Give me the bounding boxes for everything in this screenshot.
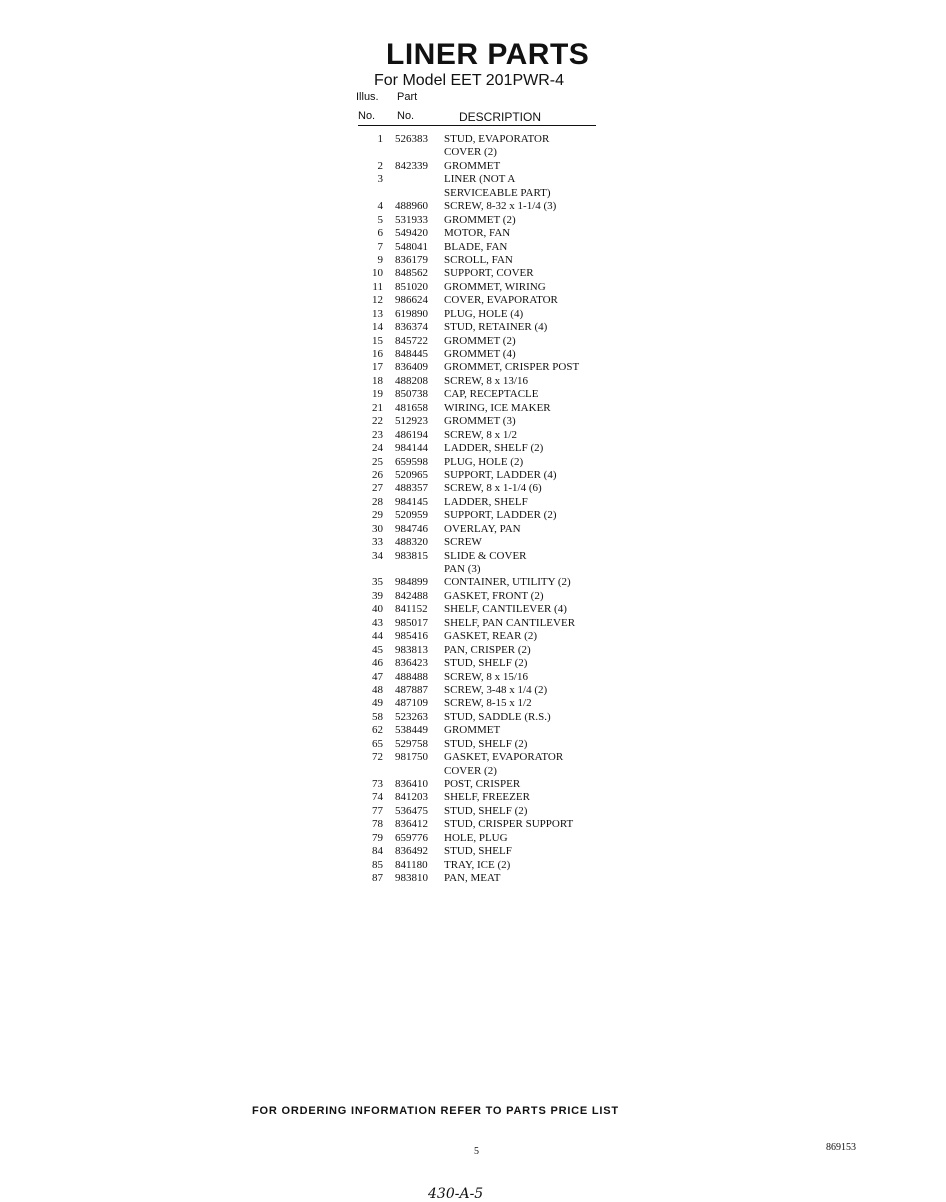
parts-row: [360, 415, 600, 428]
parts-row: [360, 348, 600, 361]
part-description: SHELF, CANTILEVER (4): [444, 603, 567, 616]
illus-number: 4: [377, 200, 383, 213]
part-number: 842339: [395, 159, 428, 172]
part-description: STUD, SHELF (2): [444, 804, 528, 817]
illus-number: 84: [372, 845, 383, 858]
part-description: GASKET, FRONT (2): [444, 589, 544, 602]
parts-row: [360, 214, 600, 227]
part-number: 985416: [395, 630, 428, 643]
parts-row: [360, 496, 600, 509]
description-header: DESCRIPTION: [459, 110, 542, 124]
part-number: 529758: [395, 737, 428, 750]
part-number: 619890: [395, 307, 428, 320]
illus-number: 87: [372, 872, 383, 885]
part-description: LINER (NOT A: [444, 173, 516, 186]
parts-row: [360, 751, 600, 764]
part-description: SERVICEABLE PART): [444, 186, 551, 199]
illus-number: 28: [372, 495, 383, 508]
part-number: 836409: [395, 361, 428, 374]
illus-number: 39: [372, 589, 383, 602]
part-description: COVER (2): [444, 764, 497, 777]
page-number: 5: [474, 1146, 479, 1157]
part-description: LADDER, SHELF: [444, 495, 528, 508]
illus-number: 48: [372, 683, 383, 696]
part-number: 984899: [395, 576, 428, 589]
parts-row: [360, 160, 600, 173]
parts-row: [360, 442, 600, 455]
illus-number: 18: [372, 374, 383, 387]
part-number: 836492: [395, 845, 428, 858]
part-description: SCROLL, FAN: [444, 253, 513, 266]
illus-number: 33: [372, 536, 383, 549]
parts-row: [360, 402, 600, 415]
part-description: STUD, SHELF: [444, 845, 512, 858]
part-number: 536475: [395, 804, 428, 817]
part-description: SUPPORT, LADDER (2): [444, 509, 557, 522]
parts-list: [360, 133, 600, 886]
part-number: 526383: [395, 133, 428, 145]
part-description: STUD, RETAINER (4): [444, 321, 548, 334]
part-description: PAN (3): [444, 563, 481, 575]
part-no-header: No.: [397, 110, 415, 122]
parts-row: [360, 563, 600, 576]
parts-row: [360, 550, 600, 563]
illus-number: 44: [372, 630, 383, 643]
parts-row: [360, 724, 600, 737]
part-number: 983813: [395, 643, 428, 656]
illus-number: 10: [372, 267, 383, 280]
part-number: 538449: [395, 724, 428, 737]
parts-row: [360, 133, 600, 146]
part-number: 983815: [395, 549, 428, 562]
illus-number: 23: [372, 428, 383, 441]
part-description: GASKET, REAR (2): [444, 630, 537, 643]
part-description: SLIDE & COVER: [444, 549, 527, 562]
parts-row: [360, 482, 600, 495]
illus-number: 74: [372, 791, 383, 804]
part-description: SUPPORT, COVER: [444, 267, 534, 280]
document-code: 869153: [826, 1142, 856, 1153]
part-description: SCREW: [444, 536, 482, 549]
part-number: 836412: [395, 818, 428, 831]
part-description: GROMMET (3): [444, 415, 516, 428]
illus-number: 73: [372, 778, 383, 790]
part-description: WIRING, ICE MAKER: [444, 401, 551, 414]
illus-number: 30: [372, 522, 383, 535]
part-number: 848562: [395, 267, 428, 280]
part-description: COVER, EVAPORATOR: [444, 294, 558, 307]
part-description: SCREW, 8 x 1/2: [444, 428, 517, 441]
illus-number: 17: [372, 361, 383, 374]
parts-row: [360, 294, 600, 307]
illus-number: 85: [372, 858, 383, 871]
illus-number: 49: [372, 697, 383, 710]
part-description: TRAY, ICE (2): [444, 858, 511, 871]
part-number: 481658: [395, 401, 428, 414]
part-number: 985017: [395, 616, 428, 629]
illus-number: 9: [377, 253, 383, 266]
illus-number: 14: [372, 321, 383, 334]
illus-number: 1: [377, 133, 383, 145]
illus-number: 79: [372, 831, 383, 844]
part-description: GROMMET, WIRING: [444, 280, 546, 293]
part-number: 487887: [395, 683, 428, 696]
part-description: GROMMET, CRISPER POST: [444, 361, 580, 374]
part-description: SHELF, FREEZER: [444, 791, 530, 804]
part-description: GASKET, EVAPORATOR: [444, 751, 564, 764]
part-description: LADDER, SHELF (2): [444, 442, 544, 455]
part-number: 983810: [395, 872, 428, 885]
part-number: 488357: [395, 482, 428, 495]
part-description: PLUG, HOLE (4): [444, 307, 524, 320]
illus-number: 24: [372, 442, 383, 455]
parts-row: [360, 657, 600, 670]
illus-number: 11: [372, 280, 383, 293]
part-description: SCREW, 8-32 x 1-1/4 (3): [444, 200, 557, 213]
parts-row: [360, 200, 600, 213]
part-description: PAN, MEAT: [444, 872, 501, 885]
header-rule: [358, 125, 596, 126]
part-description: PLUG, HOLE (2): [444, 455, 524, 468]
part-header: Part: [397, 91, 418, 103]
illus-number: 58: [372, 710, 383, 723]
part-description: HOLE, PLUG: [444, 831, 508, 844]
part-number: 659598: [395, 455, 428, 468]
parts-row: [360, 308, 600, 321]
part-number: 520959: [395, 509, 428, 522]
handwritten-note: 430-A-5: [428, 1186, 484, 1202]
illus-number: 21: [372, 401, 383, 414]
part-number: 836410: [395, 778, 428, 790]
parts-row: [360, 456, 600, 469]
part-number: 845722: [395, 334, 428, 347]
illus-number: 16: [372, 348, 383, 360]
part-number: 984144: [395, 442, 428, 455]
part-number: 520965: [395, 468, 428, 481]
illus-number: 6: [377, 227, 383, 240]
part-description: SCREW, 8-15 x 1/2: [444, 697, 532, 710]
parts-row: [360, 469, 600, 482]
part-number: 986624: [395, 294, 428, 307]
illus-number: 2: [377, 159, 383, 172]
parts-row: [360, 859, 600, 872]
illus-number: 27: [372, 482, 383, 495]
parts-row: [360, 845, 600, 858]
parts-row: [360, 241, 600, 254]
part-number: 548041: [395, 240, 428, 253]
parts-row: [360, 684, 600, 697]
parts-row: [360, 267, 600, 280]
part-number: 984145: [395, 495, 428, 508]
part-description: GROMMET: [444, 724, 501, 737]
part-number: 488960: [395, 200, 428, 213]
illus-number: 5: [377, 213, 383, 226]
illus-number: 78: [372, 818, 383, 831]
parts-row: [360, 872, 600, 885]
illus-number: 22: [372, 415, 383, 428]
parts-row: [360, 818, 600, 831]
illus-number: 43: [372, 616, 383, 629]
illus-number: 47: [372, 670, 383, 683]
parts-row: [360, 388, 600, 401]
part-description: STUD, SHELF (2): [444, 737, 528, 750]
part-description: BLADE, FAN: [444, 240, 508, 253]
part-number: 842488: [395, 589, 428, 602]
part-description: GROMMET (2): [444, 213, 516, 226]
parts-row: [360, 644, 600, 657]
part-description: MOTOR, FAN: [444, 227, 511, 240]
part-description: COVER (2): [444, 146, 497, 159]
part-number: 486194: [395, 428, 428, 441]
parts-row: [360, 375, 600, 388]
part-description: POST, CRISPER: [444, 778, 521, 790]
parts-row: [360, 509, 600, 522]
illus-number: 77: [372, 804, 383, 817]
part-number: 841180: [395, 858, 428, 871]
part-number: 488488: [395, 670, 428, 683]
part-description: SCREW, 8 x 13/16: [444, 374, 528, 387]
part-description: STUD, SADDLE (R.S.): [444, 710, 551, 723]
part-number: 851020: [395, 280, 428, 293]
illus-number: 34: [372, 549, 383, 562]
part-number: 841152: [395, 603, 428, 616]
part-description: STUD, CRISPER SUPPORT: [444, 818, 574, 831]
part-description: CONTAINER, UTILITY (2): [444, 576, 571, 589]
part-number: 836374: [395, 321, 428, 334]
part-description: STUD, SHELF (2): [444, 657, 528, 670]
illus-number: 26: [372, 468, 383, 481]
part-description: STUD, EVAPORATOR: [444, 133, 550, 145]
part-description: SUPPORT, LADDER (4): [444, 468, 557, 481]
model-subtitle: For Model EET 201PWR-4: [374, 72, 564, 89]
part-number: 984746: [395, 522, 428, 535]
page-title: LINER PARTS: [386, 38, 590, 71]
parts-row: [360, 321, 600, 334]
illus-number: 40: [372, 603, 383, 616]
parts-row: [360, 671, 600, 684]
part-number: 836423: [395, 657, 428, 670]
illus-number: 15: [372, 334, 383, 347]
illus-number: 3: [377, 173, 383, 186]
illus-number: 29: [372, 509, 383, 522]
parts-row: [360, 576, 600, 589]
part-number: 549420: [395, 227, 428, 240]
part-number: 850738: [395, 388, 428, 401]
illus-no-header: No.: [358, 110, 376, 122]
illus-number: 13: [372, 307, 383, 320]
illus-number: 25: [372, 455, 383, 468]
parts-row: [360, 603, 600, 616]
parts-row: [360, 630, 600, 643]
parts-row: [360, 173, 600, 186]
parts-row: [360, 791, 600, 804]
parts-row: [360, 832, 600, 845]
parts-row: [360, 711, 600, 724]
part-number: 848445: [395, 348, 428, 360]
illus-number: 46: [372, 657, 383, 670]
part-description: GROMMET: [444, 159, 501, 172]
part-number: 841203: [395, 791, 428, 804]
part-number: 488320: [395, 536, 428, 549]
parts-row: [360, 523, 600, 536]
part-description: SCREW, 3-48 x 1/4 (2): [444, 683, 548, 696]
part-number: 512923: [395, 415, 428, 428]
part-description: SCREW, 8 x 15/16: [444, 670, 528, 683]
parts-row: [360, 778, 600, 791]
parts-row: [360, 536, 600, 549]
parts-row: [360, 738, 600, 751]
parts-row: [360, 429, 600, 442]
part-number: 836179: [395, 253, 428, 266]
parts-row: [360, 227, 600, 240]
part-number: 488208: [395, 374, 428, 387]
part-number: 531933: [395, 213, 428, 226]
parts-row: [360, 146, 600, 159]
ordering-info-footer: FOR ORDERING INFORMATION REFER TO PARTS PRICE LIST: [252, 1105, 619, 1117]
part-description: CAP, RECEPTACLE: [444, 388, 539, 401]
part-description: SHELF, PAN CANTILEVER: [444, 616, 576, 629]
parts-row: [360, 805, 600, 818]
parts-row: [360, 281, 600, 294]
illus-number: 7: [377, 240, 383, 253]
part-number: 981750: [395, 751, 428, 764]
part-description: GROMMET (4): [444, 348, 516, 360]
part-description: SCREW, 8 x 1-1/4 (6): [444, 482, 542, 495]
illus-number: 12: [372, 294, 383, 307]
part-description: OVERLAY, PAN: [444, 522, 521, 535]
parts-row: [360, 254, 600, 267]
part-number: 487109: [395, 697, 428, 710]
illus-header: Illus.: [356, 91, 379, 103]
part-number: 659776: [395, 831, 428, 844]
parts-row: [360, 187, 600, 200]
illus-number: 35: [372, 576, 383, 589]
illus-number: 19: [372, 388, 383, 401]
parts-row: [360, 361, 600, 374]
illus-number: 65: [372, 737, 383, 750]
parts-row: [360, 590, 600, 603]
part-description: GROMMET (2): [444, 334, 516, 347]
parts-row: [360, 335, 600, 348]
illus-number: 62: [372, 724, 383, 737]
parts-row: [360, 617, 600, 630]
part-number: 523263: [395, 710, 428, 723]
parts-row: [360, 697, 600, 710]
illus-number: 72: [372, 751, 383, 764]
illus-number: 45: [372, 643, 383, 656]
part-description: PAN, CRISPER (2): [444, 643, 531, 656]
parts-row: [360, 765, 600, 778]
